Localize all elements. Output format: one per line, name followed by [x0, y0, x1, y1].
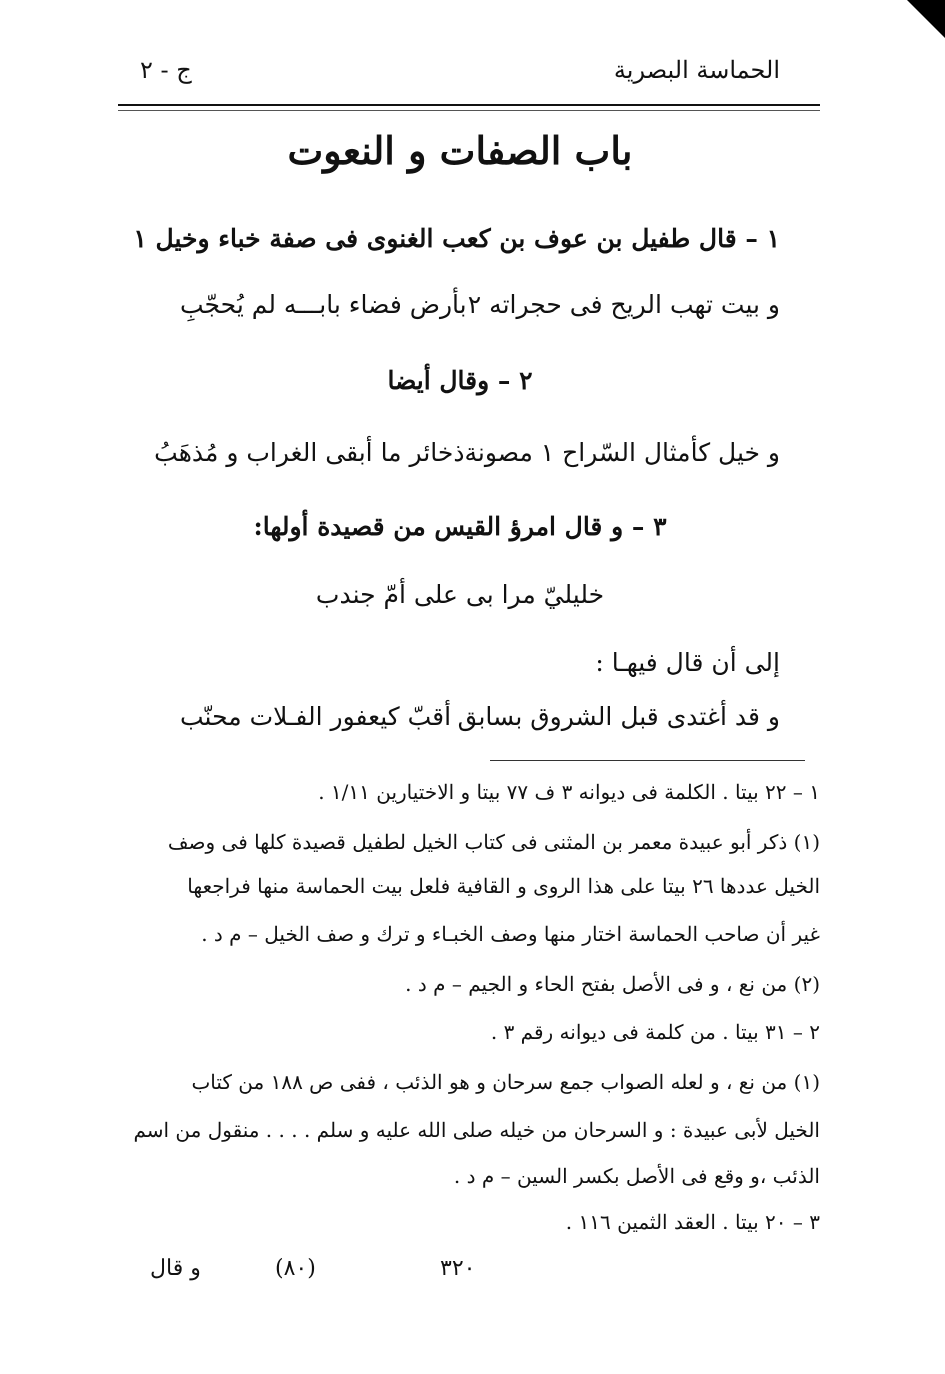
sheet-number: (٨٠)	[275, 1256, 316, 1281]
verse-1-right: و بيت تهب الريح فى حجراته ٢	[467, 290, 780, 319]
volume-label: ج - ٢	[140, 56, 192, 84]
footnote-line: الخيل لأبى عبيدة : و السرحان من خيله صلى الله عليه و سلم . . . . منقول من اسم	[133, 1118, 820, 1142]
verse-3	[140, 702, 780, 731]
page-footer	[140, 1256, 780, 1290]
verse-2	[140, 438, 780, 467]
book-title: الحماسة البصرية	[613, 56, 780, 84]
section-heading-2: ٢ – وقال أيضا	[387, 366, 533, 395]
footnote-line: الخيل عددها ٢٦ بيتا على هذا الروى و القافية فلعل بيت الحماسة منها فراجعها	[187, 874, 820, 898]
footnote-line: ٣ – ٢٠ بيتا . العقد الثمين ١١٦ .	[565, 1210, 820, 1234]
verse-3-left: أقبّ كيعفور الفـلات محنّب	[180, 702, 452, 731]
running-header	[140, 56, 780, 96]
hemistich: خليليّ مرا بى على أمّ جندب	[315, 580, 605, 609]
corner-mark	[907, 0, 945, 38]
section-heading-1: ١ – قال طفيل بن عوف بن كعب الغنوى فى صفة خباء وخيل ١	[133, 224, 780, 253]
footnote-line: ٢ – ٣١ بيتا . من كلمة فى ديوانه رقم ٣ .	[490, 1020, 820, 1044]
footnote-line: (١) من نع ، و لعله الصواب جمع سرحان و هو الذئب ، ففى ص ١٨٨ من كتاب	[191, 1070, 820, 1094]
footnote-line: (٢) من نع ، و فى الأصل بفتح الحاء و الجيم – م د .	[405, 972, 820, 996]
verse-3-right: و قد أغتدى قبل الشروق بسابق	[457, 702, 780, 731]
section-heading-3: ٣ – و قال امرؤ القيس من قصيدة أولها:	[253, 512, 667, 541]
page-number: ٣٢٠	[440, 1256, 476, 1281]
footnote-line: ١ – ٢٢ بيتا . الكلمة فى ديوانه ٣ ف ٧٧ بيتا و الاختيارين ١/١١ .	[318, 780, 820, 804]
verse-1	[140, 290, 780, 319]
verse-1-left: بأرض فضاء بابـــه لم يُحجّبِ	[180, 290, 467, 319]
footnote-line: الذئب ،و وقع فى الأصل بكسر السين – م د .	[453, 1164, 820, 1188]
verse-2-left: ذخائر ما أبقى الغراب و مُذهَبُ	[154, 438, 465, 467]
chapter-title: باب الصفات و النعوت	[287, 128, 633, 173]
header-rule	[118, 104, 820, 106]
verse-2-right: و خيل كأمثال السّراح ١ مصونة	[464, 438, 780, 467]
transition-text: إلى أن قال فيهـا :	[595, 648, 780, 677]
footnote-line: (١) ذكر أبو عبيدة معمر بن المثنى فى كتاب الخيل لطفيل قصيدة كلها فى وصف	[167, 830, 820, 854]
header-rule-thin	[118, 110, 820, 111]
footnote-rule	[490, 760, 805, 761]
catchword: و قال	[150, 1256, 201, 1281]
footnote-line: غير أن صاحب الحماسة اختار منها وصف الخبـاء و ترك و صف الخيل – م د .	[201, 922, 820, 946]
